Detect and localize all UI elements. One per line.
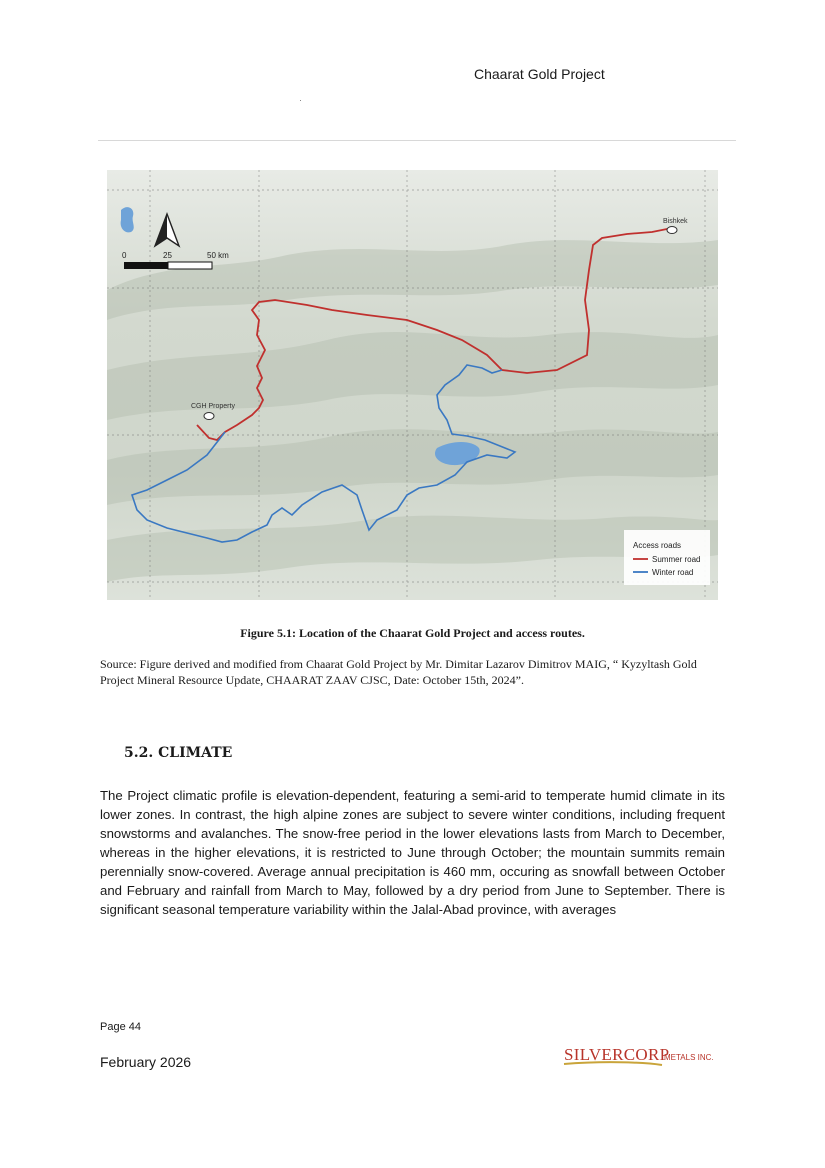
page-header-title: Chaarat Gold Project [474, 66, 605, 82]
logo-sub-text: METALS INC. [664, 1053, 714, 1062]
logo-main-text: SILVERCORP [564, 1045, 670, 1064]
footer-date: February 2026 [100, 1054, 192, 1070]
legend-title: Access roads [633, 541, 682, 550]
scale-label-0: 0 [122, 251, 127, 260]
header-dot [300, 100, 301, 101]
scale-label-25: 25 [163, 251, 172, 260]
figure-source: Source: Figure derived and modified from Chaarat Gold Project by Mr. Dimitar Lazarov Dimitrov MAIG, “ Kyzyltash Gold Project Mineral Resource Update, CHAARAT ZAAV CJSC, Date: October 15th, 2024”. [100, 657, 697, 687]
section-heading: 5.2. CLIMATE [124, 745, 233, 761]
legend-summer-label: Summer road [652, 555, 701, 564]
scale-label-50: 50 km [207, 251, 229, 260]
figure-caption: Figure 5.1: Location of the Chaarat Gold Project and access routes. [240, 626, 585, 640]
bishkek-marker [667, 227, 677, 234]
bishkek-label: Bishkek [663, 218, 688, 225]
map-legend [624, 530, 710, 585]
property-marker [204, 413, 214, 420]
page-number: Page 44 [100, 1021, 141, 1033]
silvercorp-logo [562, 1040, 722, 1077]
map-canvas [107, 170, 718, 600]
section-paragraph: The Project climatic profile is elevation-dependent, featuring a semi-arid to temperate humid climate in its lower zones. In contrast, the high alpine zones are subject to severe winter conditions, including frequent snowstorms and avalanches. The snow-free period in the lower elevations lasts from March to December, whereas in the higher elevations, it is restricted to June through October; the mountain summits remain perennially snow-covered. Average annual precipitation is 460 mm, occuring as snowfall between October and February and rainfall from March to May, followed by a dry period from June to September. There is significant seasonal temperature variability within the Jalal-Abad province, with averages [100, 788, 725, 917]
header-divider [98, 140, 736, 141]
legend-winter-label: Winter road [652, 568, 694, 577]
location-map [107, 170, 718, 600]
lake-northwest [121, 207, 134, 232]
property-label: CGH Property [191, 403, 235, 410]
